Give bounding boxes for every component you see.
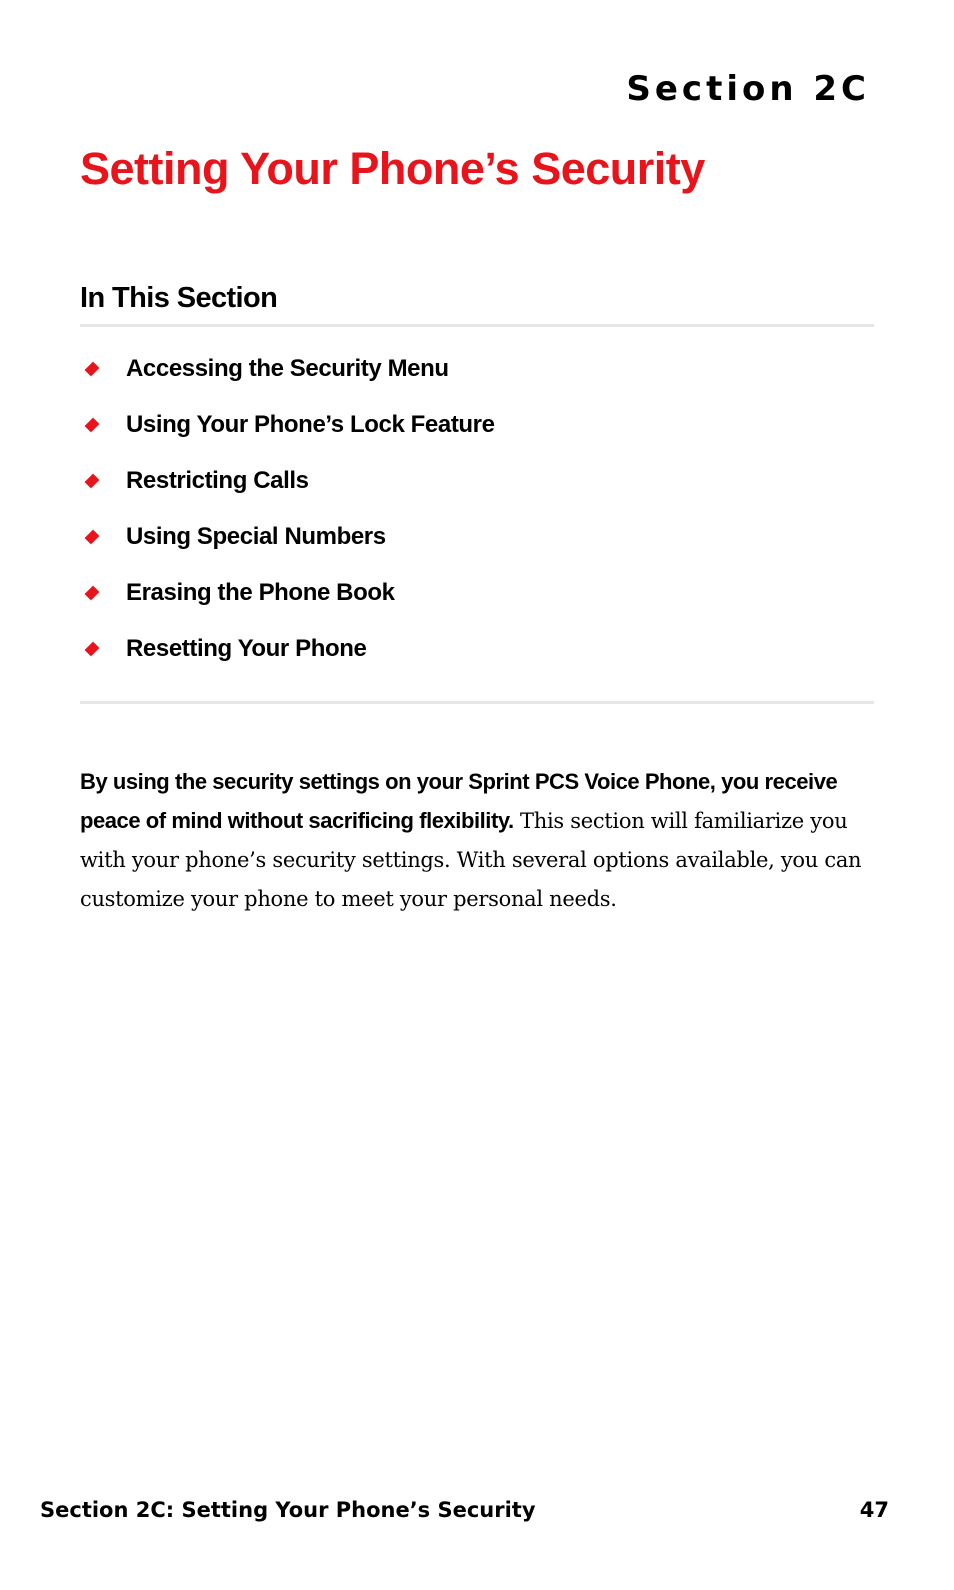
toc-item-label: Using Special Numbers <box>126 523 386 550</box>
intro-lead-text: By using the security settings on your Sprint PCS Voice Phone, you receive peace of mind without sacrificing flexibility. <box>80 769 838 833</box>
toc-item <box>80 341 874 397</box>
intro-paragraph <box>80 762 874 918</box>
in-this-section-heading: In This Section <box>80 276 874 327</box>
footer-running-title: Section 2C: Setting Your Phone’s Security <box>40 1498 536 1522</box>
diamond-bullet-icon <box>85 586 100 601</box>
section-label: Section 2C <box>626 69 870 109</box>
page-number: 47 <box>859 1498 889 1522</box>
diamond-bullet-icon <box>85 530 100 545</box>
toc-item-label: Restricting Calls <box>126 467 309 494</box>
diamond-bullet-icon <box>85 474 100 489</box>
intro-body-text: This section will familiarize you with your phone’s security settings. With several options available, you can customize your phone to meet your personal needs. <box>80 809 862 911</box>
toc-item <box>80 453 874 509</box>
diamond-bullet-icon <box>85 418 100 433</box>
toc-item <box>80 565 874 621</box>
toc-list <box>80 327 874 704</box>
diamond-bullet-icon <box>85 362 100 377</box>
toc-item <box>80 397 874 453</box>
toc-item-label: Accessing the Security Menu <box>126 355 449 382</box>
toc-item <box>80 509 874 565</box>
page-title: Setting Your Phone’s Security <box>80 143 705 194</box>
toc-item <box>80 621 874 677</box>
toc-item-label: Resetting Your Phone <box>126 635 367 662</box>
toc-item-label: Using Your Phone’s Lock Feature <box>126 411 495 438</box>
in-this-section-box <box>80 276 874 704</box>
toc-item-label: Erasing the Phone Book <box>126 579 395 606</box>
diamond-bullet-icon <box>85 642 100 657</box>
